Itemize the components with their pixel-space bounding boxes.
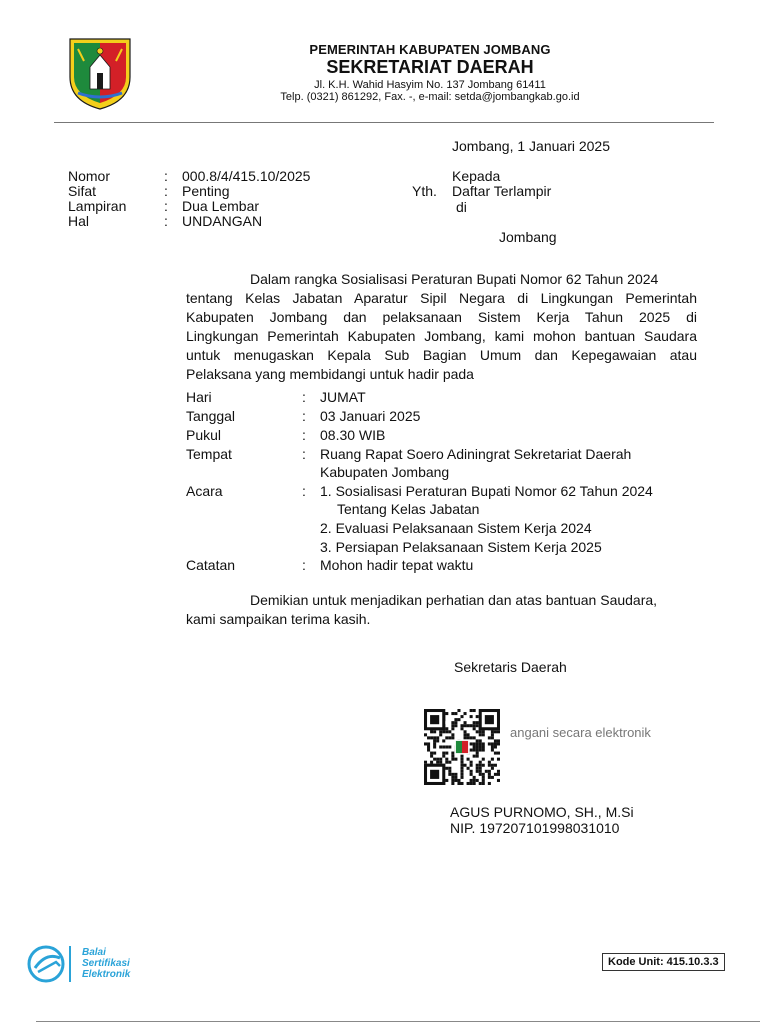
- agenda-item: 2. Evaluasi Pelaksanaan Sistem Kerja 2024: [320, 520, 592, 536]
- detail-label-pukul: Pukul: [186, 427, 222, 443]
- bsre-line3: Elektronik: [82, 969, 131, 980]
- detail-label-tempat: Tempat: [186, 446, 232, 462]
- qr-code-icon: [418, 709, 506, 785]
- letterhead-address: Jl. K.H. Wahid Hasyim No. 137 Jombang 61411: [314, 79, 546, 91]
- meta-label-lampiran: Lampiran: [68, 198, 127, 214]
- detail-sep: :: [302, 557, 306, 573]
- intro-line: tentang Kelas Jabatan Aparatur Sipil Negara di Lingkungan Pemerintah: [186, 290, 697, 306]
- recipient-di: di: [456, 199, 467, 215]
- letterhead-government-name: PEMERINTAH KABUPATEN JOMBANG: [309, 42, 551, 57]
- detail-value-hari: JUMAT: [320, 389, 366, 405]
- intro-paragraph: [186, 270, 697, 384]
- signatory-nip: NIP. 197207101998031010: [450, 820, 620, 836]
- footer-divider: [36, 1021, 760, 1022]
- letter-date: Jombang, 1 Januari 2025: [452, 138, 610, 154]
- closing-paragraph: [186, 591, 697, 629]
- detail-label-hari: Hari: [186, 389, 212, 405]
- meta-value-lampiran: Dua Lembar: [182, 198, 260, 214]
- meta-value-hal: UNDANGAN: [182, 213, 263, 229]
- detail-label-tanggal: Tanggal: [186, 408, 236, 424]
- detail-value-tempat-line2: Kabupaten Jombang: [320, 464, 450, 480]
- detail-value-catatan: Mohon hadir tepat waktu: [320, 557, 474, 573]
- meta-label-sifat: Sifat: [68, 183, 97, 199]
- agenda-item-continuation: Tentang Kelas Jabatan: [337, 501, 480, 517]
- detail-sep: :: [302, 389, 306, 405]
- bsre-line2: Sertifikasi: [82, 958, 130, 969]
- letterhead-office-name: SEKRETARIAT DAERAH: [326, 57, 534, 77]
- intro-line: untuk menugaskan Kepala Sub Bagian Umum dan Kepegawaian atau: [186, 347, 697, 363]
- detail-sep: :: [302, 408, 306, 424]
- recipient-yth: Yth.: [412, 183, 437, 199]
- meta-label-nomor: Nomor: [68, 168, 111, 184]
- intro-line: Lingkungan Pemerintah Kabupaten Jombang, kami mohon bantuan Saudara: [186, 328, 697, 344]
- meta-sep: :: [164, 183, 168, 199]
- detail-sep: :: [302, 446, 306, 462]
- closing-line: Demikian untuk menjadikan perhatian dan atas bantuan Saudara,: [250, 592, 658, 608]
- detail-value-tempat: Ruang Rapat Soero Adiningrat Sekretariat Daerah: [320, 446, 632, 462]
- recipient-kepada: Kepada: [452, 168, 501, 184]
- letterhead-contact: Telp. (0321) 861292, Fax. -, e-mail: setda@jombangkab.go.id: [280, 91, 580, 103]
- intro-line: Kabupaten Jombang dan pelaksanaan Sistem Kerja Tahun 2025 di: [186, 309, 697, 325]
- detail-label-catatan: Catatan: [186, 557, 236, 573]
- bsre-logo-icon: [26, 944, 152, 984]
- intro-line: Pelaksana yang membidangi untuk hadir pada: [186, 366, 474, 382]
- meta-sep: :: [164, 213, 168, 229]
- bsre-line1: Balai: [82, 947, 106, 958]
- meta-sep: :: [164, 168, 168, 184]
- detail-label-acara: Acara: [186, 483, 223, 499]
- agenda-item: 3. Persiapan Pelaksanaan Sistem Kerja 2025: [320, 539, 602, 555]
- kode-unit-box: Kode Unit: 415.10.3.3: [602, 953, 725, 971]
- meta-value-nomor: 000.8/4/415.10/2025: [182, 168, 311, 184]
- detail-sep: :: [302, 427, 306, 443]
- meta-value-sifat: Penting: [182, 183, 230, 199]
- letterhead-divider: [54, 122, 714, 123]
- signature-title: Sekretaris Daerah: [454, 659, 567, 675]
- recipient-name: Daftar Terlampir: [452, 183, 552, 199]
- meta-label-hal: Hal: [68, 213, 90, 229]
- jombang-regency-emblem-icon: [68, 37, 132, 111]
- intro-line: Dalam rangka Sosialisasi Peraturan Bupati Nomor 62 Tahun 2024: [250, 271, 659, 287]
- detail-value-tanggal: 03 Januari 2025: [320, 408, 421, 424]
- signatory-name: AGUS PURNOMO, SH., M.Si: [450, 804, 634, 820]
- agenda-item: 1. Sosialisasi Peraturan Bupati Nomor 62 Tahun 2024: [320, 483, 653, 499]
- detail-sep: :: [302, 483, 306, 499]
- meta-sep: :: [164, 198, 168, 214]
- closing-line: kami sampaikan terima kasih.: [186, 611, 371, 627]
- electronic-signature-note: angani secara elektronik: [510, 725, 651, 740]
- detail-value-pukul: 08.30 WIB: [320, 427, 386, 443]
- recipient-city: Jombang: [499, 229, 557, 245]
